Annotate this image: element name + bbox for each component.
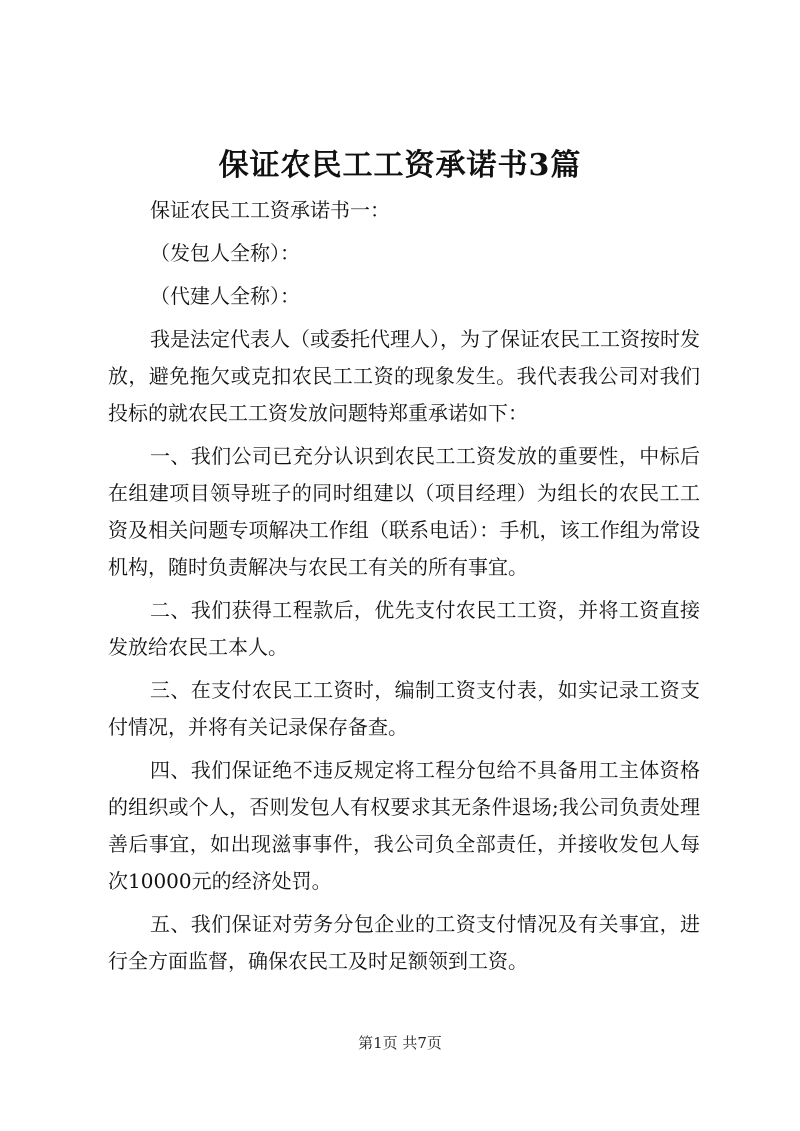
- page-number-footer: 第1页 共7页: [358, 1034, 442, 1052]
- paragraph-contractor-name: （发包人全称）：: [150, 241, 300, 265]
- paragraph-subtitle: 保证农民工工资承诺书一：: [150, 198, 390, 222]
- paragraph-item-1: 一、我们公司已充分认识到农民工工资发放的重要性，中标后在组建项目领导班子的同时组建以（项目经理）为组长的农民工工资及相关问题专项解决工作组（联系电话）：手机，该工作组为常设机构，随时负责解决与农民工有关的所有事宜。: [108, 444, 700, 579]
- paragraph-intro: 我是法定代表人（或委托代理人），为了保证农民工工资按时发放，避免拖欠或克扣农民工工资的现象发生。我代表我公司对我们投标的就农民工工资发放问题特郑重承诺如下：: [108, 327, 700, 425]
- paragraph-item-5: 五、我们保证对劳务分包企业的工资支付情况及有关事宜，进行全方面监督，确保农民工及时足额领到工资。: [108, 912, 700, 973]
- paragraph-agent-name: （代建人全称）：: [150, 284, 300, 308]
- document-title: 保证农民工工资承诺书3篇: [218, 148, 582, 183]
- paragraph-item-4: 四、我们保证绝不违反规定将工程分包给不具备用工主体资格的组织或个人，否则发包人有权要求其无条件退场;我公司负责处理善后事宜，如出现滋事事件，我公司负全部责任，并接收发包人每次10000元的经济处罚。: [108, 758, 700, 893]
- paragraph-item-2: 二、我们获得工程款后，优先支付农民工工资，并将工资直接发放给农民工本人。: [108, 598, 700, 659]
- paragraph-item-3: 三、在支付农民工工资时，编制工资支付表，如实记录工资支付情况，并将有关记录保存备查。: [108, 678, 700, 739]
- document-body: [108, 192, 700, 986]
